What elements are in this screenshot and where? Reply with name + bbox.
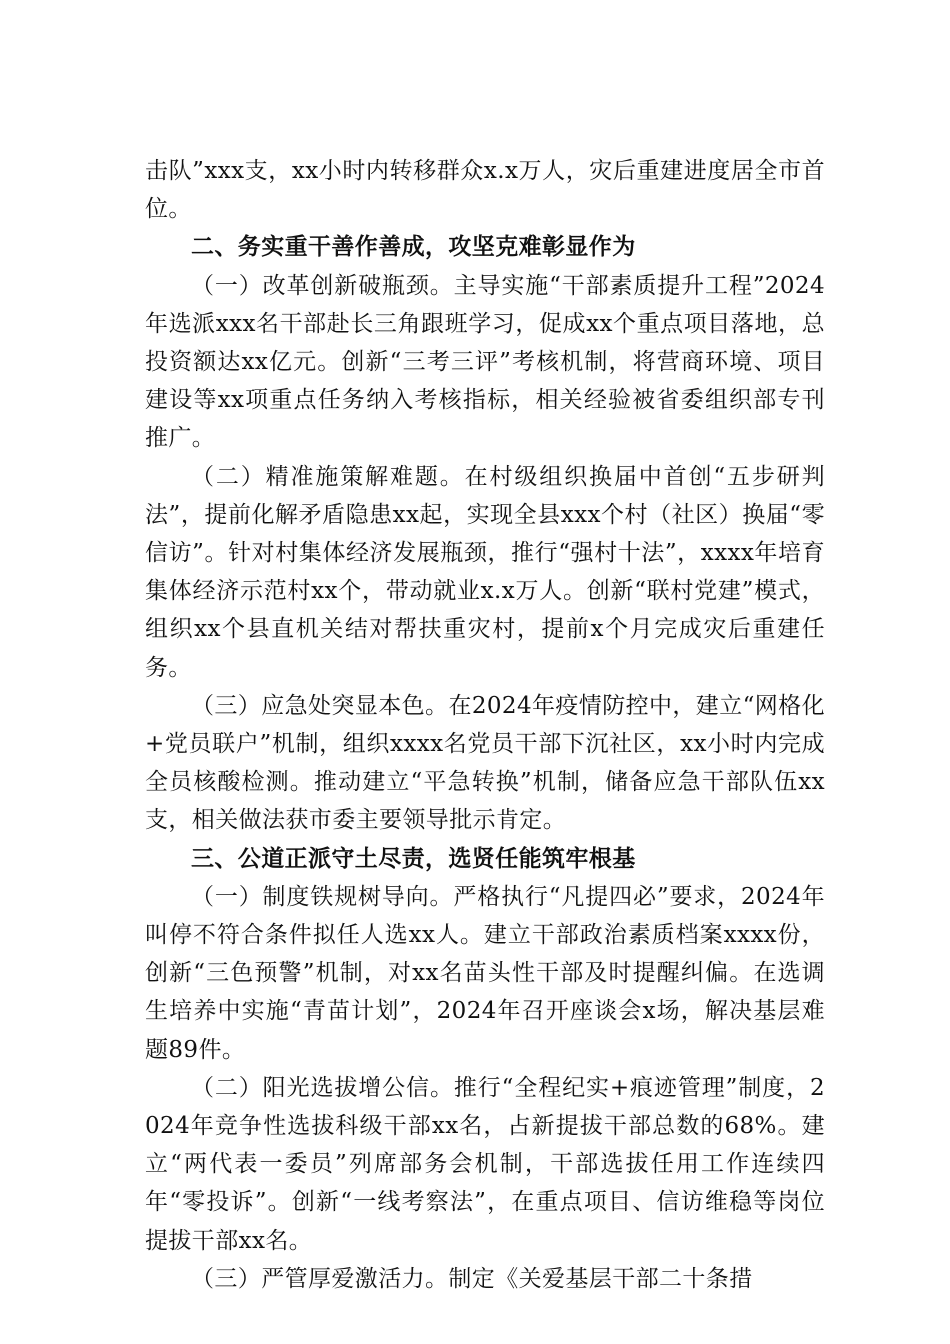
section-heading-two: 二、务实重干善作善成，攻坚克难彰显作为: [191, 234, 636, 261]
section-heading-three: 三、公道正派守土尽责，选贤任能筑牢根基: [191, 845, 636, 872]
paragraph-strict-management: （三）严管厚爱激活力。制定《关爱基层干部二十条措: [191, 1265, 753, 1292]
paragraph-system-rules: （一）制度铁规树导向。严格执行“凡提四必”要求，2024年叫停不符合条件拟任人选xx人。建立干部政治素质档案xxxx份，创新“三色预警”机制，对xx名苗头性干部及时提醒纠偏。在选调生培养中实施“青苗计划”，2024年召开座谈会x场，解决基层难题89件。: [145, 883, 825, 1063]
paragraph-transparent-selection: （二）阳光选拔增公信。推行“全程纪实+痕迹管理”制度，2024年竞争性选拔科级干部xx名，占新提拔干部总数的68%。建立“两代表一委员”列席部务会机制，干部选拔任用工作连续四年“零投诉”。创新“一线考察法”，在重点项目、信访维稳等岗位提拔干部xx名。: [145, 1074, 825, 1254]
paragraph-continuation: 击队”xxx支，xx小时内转移群众x.x万人，灾后重建进度居全市首位。: [145, 158, 825, 223]
paragraph-reform-innovation: （一）改革创新破瓶颈。主导实施“干部素质提升工程”2024年选派xxx名干部赴长三角跟班学习，促成xx个重点项目落地，总投资额达xx亿元。创新“三考三评”考核机制，将营商环境、项目建设等xx项重点任务纳入考核指标，相关经验被省委组织部专刊推广。: [145, 272, 825, 452]
paragraph-precise-policy: （二）精准施策解难题。在村级组织换届中首创“五步研判法”，提前化解矛盾隐患xx起，实现全县xxx个村（社区）换届“零信访”。针对村集体经济发展瓶颈，推行“强村十法”，xxxx年培育集体经济示范村xx个，带动就业x.x万人。创新“联村党建”模式，组织xx个县直机关结对帮扶重灾村，提前x个月完成灾后重建任务。: [145, 463, 825, 681]
document-body: [145, 152, 825, 1298]
paragraph-emergency-response: （三）应急处突显本色。在2024年疫情防控中，建立“网格化+党员联户”机制，组织xxxx名党员干部下沉社区，xx小时内完成全员核酸检测。推动建立“平急转换”机制，储备应急干部队伍xx支，相关做法获市委主要领导批示肯定。: [145, 692, 825, 834]
